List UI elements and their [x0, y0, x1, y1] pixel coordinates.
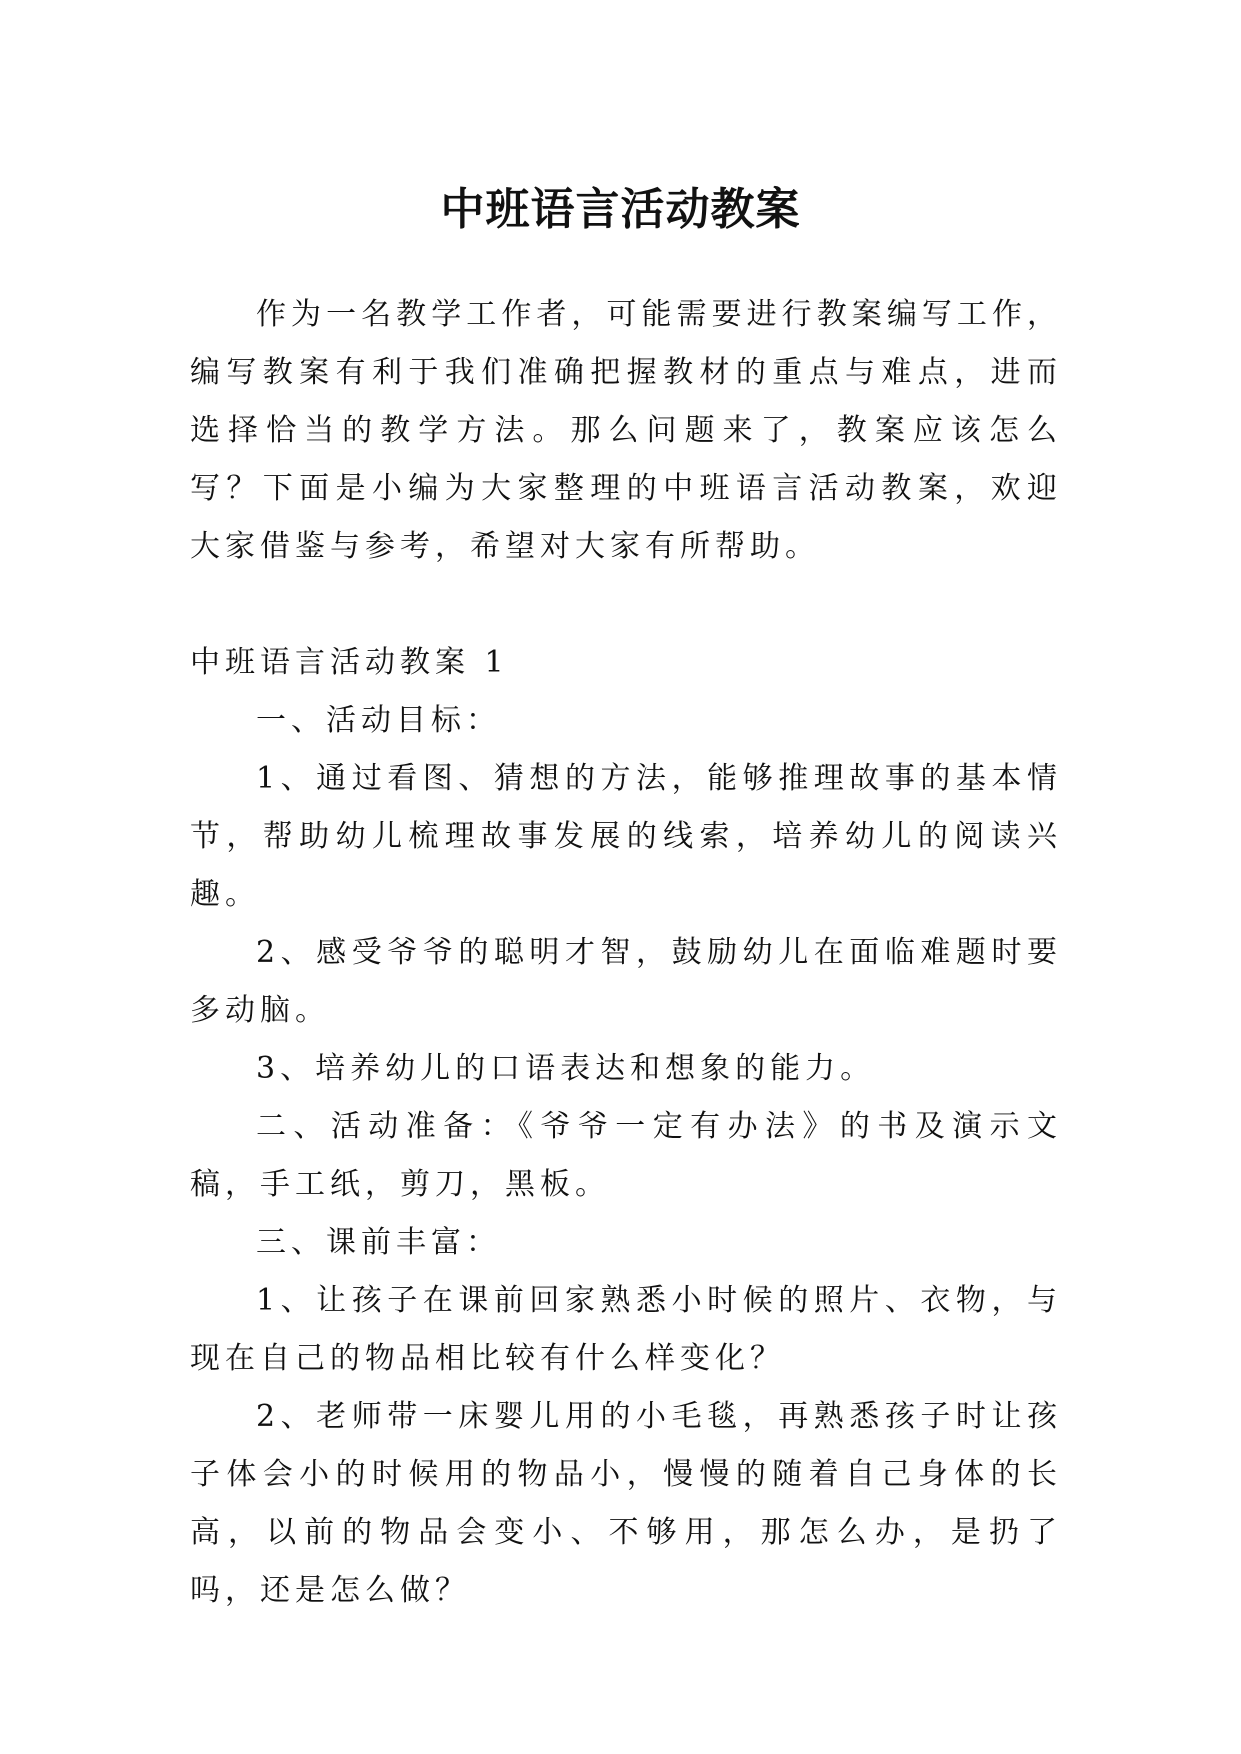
- paragraph-enrichment-2: 2、老师带一床婴儿用的小毛毯，再熟悉孩子时让孩子体会小的时候用的物品小，慢慢的随着自己身体的长高，以前的物品会变小、不够用，那怎么办，是扔了吗，还是怎么做？: [190, 1399, 1062, 1608]
- section-heading: 中班语言活动教案 1: [190, 645, 509, 680]
- paragraph-enrichment-1: 1、让孩子在课前回家熟悉小时候的照片、衣物，与现在自己的物品相比较有什么样变化？: [190, 1283, 1062, 1376]
- paragraph-goal-1: 1、通过看图、猜想的方法，能够推理故事的基本情节，帮助幼儿梳理故事发展的线索，培养幼儿的阅读兴趣。: [190, 761, 1062, 912]
- paragraph-pre-class-enrichment: 三、课前丰富：: [256, 1225, 501, 1260]
- document-body: [190, 286, 1062, 1620]
- document-title: 中班语言活动教案: [440, 184, 801, 236]
- paragraph-goal-3: 3、培养幼儿的口语表达和想象的能力。: [256, 1051, 876, 1086]
- paragraph-activity-preparation: 二、活动准备：《爷爷一定有办法》的书及演示文稿，手工纸，剪刀，黑板。: [190, 1109, 1062, 1202]
- paragraph-activity-goals: 一、活动目标：: [256, 703, 501, 738]
- intro-paragraph: 作为一名教学工作者，可能需要进行教案编写工作，编写教案有利于我们准确把握教材的重点与难点，进而选择恰当的教学方法。那么问题来了，教案应该怎么写？下面是小编为大家整理的中班语言活动教案，欢迎大家借鉴与参考，希望对大家有所帮助。: [190, 297, 1062, 564]
- paragraph-goal-2: 2、感受爷爷的聪明才智，鼓励幼儿在面临难题时要多动脑。: [190, 935, 1062, 1028]
